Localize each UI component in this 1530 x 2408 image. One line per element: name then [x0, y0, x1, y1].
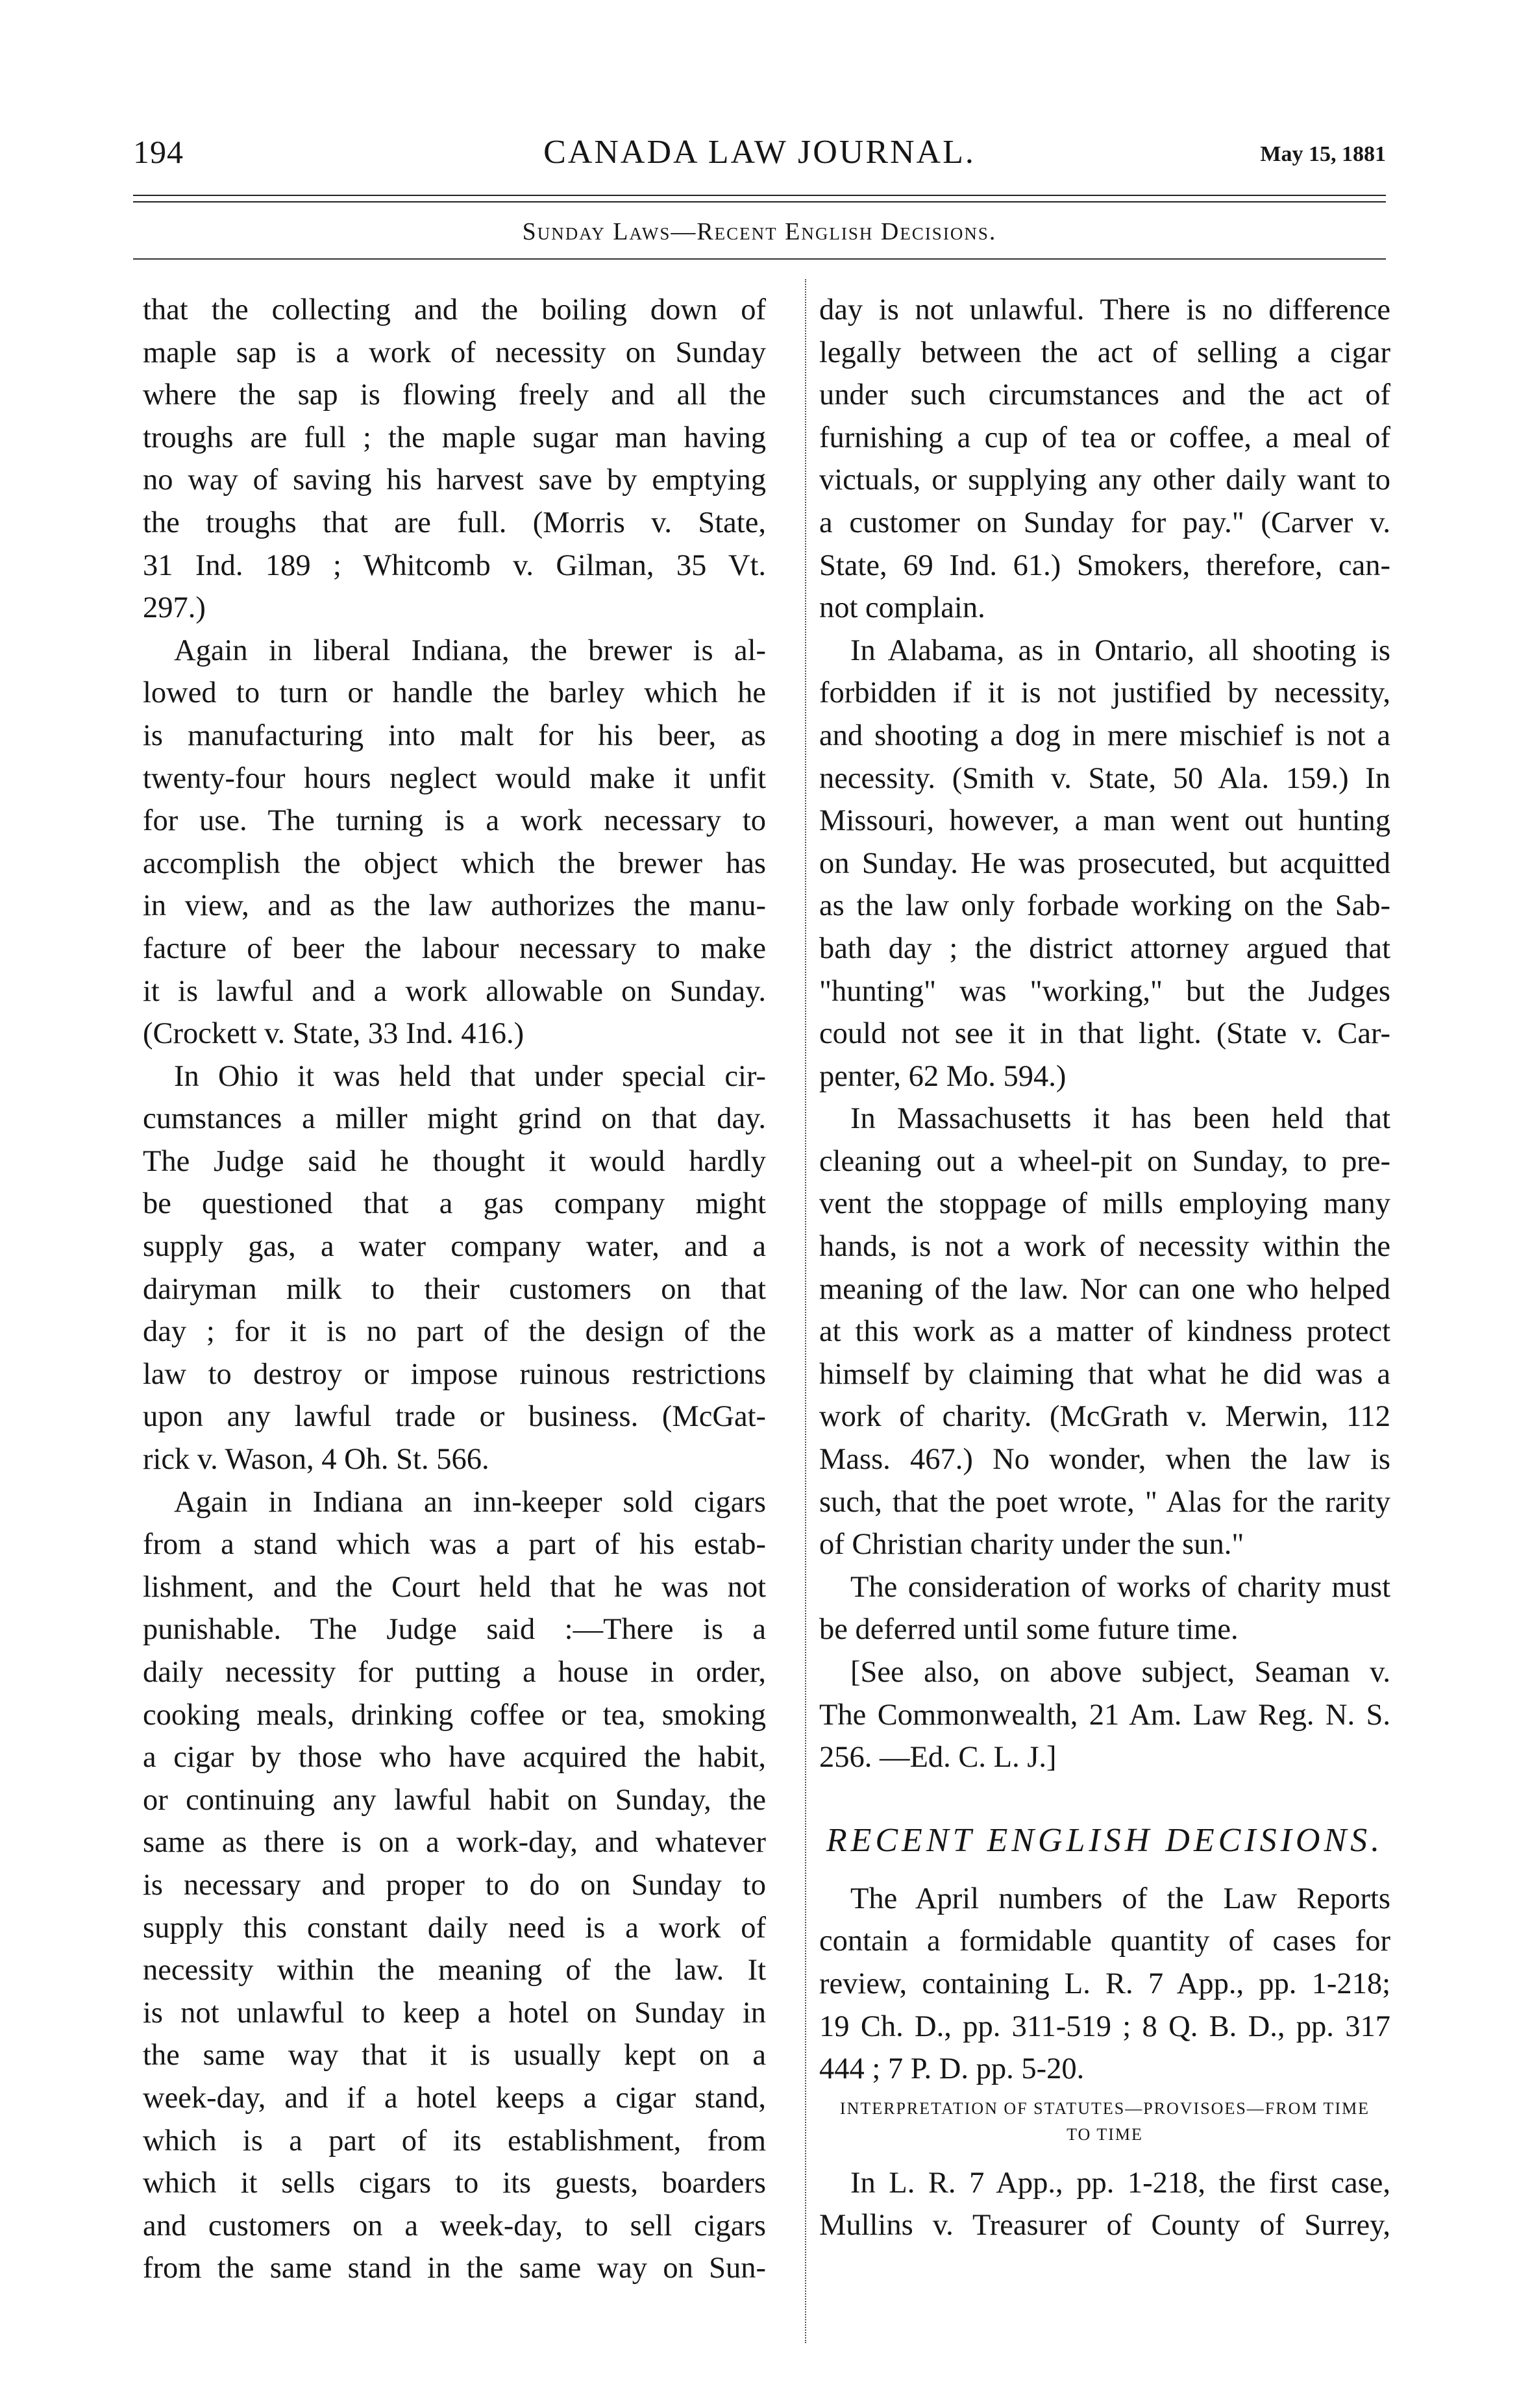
text-line: In Massachusetts it has been held that — [850, 1102, 1390, 1136]
text-line: which it sells cigars to its guests, boarders — [143, 2167, 766, 2200]
text-line: 19 Ch. D., pp. 311-519 ; 8 Q. B. D., pp. 317 — [819, 2009, 1390, 2043]
column-divider — [805, 279, 806, 2343]
issue-date: May 15, 1881 — [1260, 142, 1386, 166]
text-line: be questioned that a gas company might — [143, 1187, 766, 1221]
text-line: of Christian charity under the sun." — [819, 1528, 1244, 1562]
text-line: In Alabama, as in Ontario, all shooting is — [850, 633, 1390, 667]
text-line: week-day, and if a hotel keeps a cigar stand, — [143, 2081, 766, 2115]
text-line: a cigar by those who have acquired the habit, — [143, 1741, 766, 1775]
text-line: State, 69 Ind. 61.) Smokers, therefore, can- — [819, 548, 1390, 582]
text-line: on Sunday. He was prosecuted, but acquitted — [819, 846, 1390, 880]
text-line: it is lawful and a work allowable on Sunday. — [143, 974, 766, 1008]
text-line: necessity. (Smith v. State, 50 Ala. 159.) In — [819, 761, 1390, 795]
text-line: legally between the act of selling a cigar — [819, 336, 1390, 369]
right-column — [819, 289, 1390, 2247]
text-line: accomplish the object which the brewer has — [143, 846, 766, 880]
text-line: which is a part of its establishment, from — [143, 2124, 766, 2157]
text-line: bath day ; the district attorney argued that — [819, 931, 1390, 965]
text-line: is not unlawful to keep a hotel on Sunday in — [143, 1996, 766, 2030]
journal-title: CANADA LAW JOURNAL. — [543, 134, 976, 171]
text-line: from the same stand in the same way on Sun- — [143, 2252, 766, 2285]
text-line: same as there is on a work-day, and whatever — [143, 1826, 766, 1860]
text-line: day is not unlawful. There is no difference — [819, 293, 1390, 326]
page-number: 194 — [133, 134, 184, 170]
text-line: lowed to turn or handle the barley which he — [143, 676, 766, 710]
text-line: penter, 62 Mo. 594.) — [819, 1059, 1067, 1093]
text-line: no way of saving his harvest save by emptying — [143, 463, 766, 497]
text-line: The April numbers of the Law Reports — [850, 1882, 1390, 1915]
text-line: supply gas, a water company water, and a — [143, 1230, 766, 1264]
text-line: lishment, and the Court held that he was not — [143, 1570, 766, 1604]
text-line: "hunting" was "working," but the Judges — [819, 974, 1390, 1008]
text-line: be deferred until some future time. — [819, 1613, 1239, 1647]
text-line: The Commonwealth, 21 Am. Law Reg. N. S. — [819, 1698, 1390, 1732]
text-line: In Ohio it was held that under special cir- — [174, 1059, 766, 1093]
text-line: for use. The turning is a work necessary to — [143, 804, 766, 838]
text-line: victuals, or supplying any other daily want to — [819, 463, 1390, 497]
text-line: not complain. — [819, 591, 985, 625]
text-line: cooking meals, drinking coffee or tea, smoking — [143, 1698, 766, 1732]
text-line: Again in Indiana an inn-keeper sold cigars — [174, 1485, 766, 1519]
text-line: Missouri, however, a man went out hunting — [819, 804, 1390, 838]
text-line: furnishing a cup of tea or coffee, a meal of — [819, 421, 1390, 454]
text-line: [See also, on above subject, Seaman v. — [850, 1656, 1390, 1689]
text-line: hands, is not a work of necessity within the — [819, 1230, 1390, 1264]
text-line: facture of beer the labour necessary to make — [143, 931, 766, 965]
text-line: in view, and as the law authorizes the manu- — [143, 889, 766, 923]
text-line: is necessary and proper to do on Sunday to — [143, 1868, 766, 1902]
text-line: (Crockett v. State, 33 Ind. 416.) — [143, 1017, 524, 1051]
text-line: day ; for it is no part of the design of the — [143, 1315, 766, 1349]
text-line: vent the stoppage of mills employing many — [819, 1187, 1390, 1221]
text-line: 31 Ind. 189 ; Whitcomb v. Gilman, 35 Vt. — [143, 548, 766, 582]
running-head: Sunday Laws—Recent English Decisions. — [522, 218, 997, 245]
text-line: contain a formidable quantity of cases for — [819, 1924, 1390, 1958]
text-line: cleaning out a wheel-pit on Sunday, to pre- — [819, 1144, 1390, 1178]
text-line: such, that the poet wrote, " Alas for the rarity — [819, 1485, 1390, 1519]
page-header — [133, 133, 1386, 185]
text-line: The consideration of works of charity must — [850, 1570, 1390, 1604]
text-line: 256. —Ed. C. L. J.] — [819, 1741, 1057, 1775]
text-line: could not see it in that light. (State v. Car- — [819, 1017, 1390, 1051]
text-line: Mullins v. Treasurer of County of Surrey, — [819, 2209, 1390, 2242]
subheading-line-2: TO TIME — [1067, 2124, 1143, 2144]
text-line: a customer on Sunday for pay." (Carver v. — [819, 506, 1390, 539]
text-line: or continuing any lawful habit on Sunday, the — [143, 1783, 766, 1817]
text-line: twenty-four hours neglect would make it unfit — [143, 761, 766, 795]
text-line: himself by claiming that what he did was a — [819, 1357, 1390, 1391]
text-line: law to destroy or impose ruinous restrictions — [143, 1357, 766, 1391]
text-line: maple sap is a work of necessity on Sunday — [143, 336, 766, 369]
text-line: Mass. 467.) No wonder, when the law is — [819, 1443, 1390, 1477]
text-line: and customers on a week-day, to sell cigars — [143, 2209, 766, 2242]
text-line: as the law only forbade working on the Sab- — [819, 889, 1390, 923]
text-line: is manufacturing into malt for his beer, as — [143, 719, 766, 752]
text-line: forbidden if it is not justified by necessity, — [819, 676, 1390, 710]
subheading-line-1: INTERPRETATION OF STATUTES—PROVISOES—FROM TIME — [839, 2098, 1370, 2118]
section-heading: RECENT ENGLISH DECISIONS. — [826, 1821, 1384, 1859]
right-column-text-part1 — [819, 289, 1390, 1779]
text-line: Again in liberal Indiana, the brewer is al- — [174, 633, 766, 667]
text-line: supply this constant daily need is a work of — [143, 1911, 766, 1945]
left-column — [143, 289, 766, 2290]
right-column-text-part3 — [819, 2162, 1390, 2247]
text-line: the same way that it is usually kept on a — [143, 2039, 766, 2072]
text-line: punishable. The Judge said :—There is a — [143, 1613, 766, 1647]
text-line: daily necessity for putting a house in order, — [143, 1656, 766, 1689]
text-line: review, containing L. R. 7 App., pp. 1-218; — [819, 1967, 1390, 2000]
text-line: cumstances a miller might grind on that day. — [143, 1102, 766, 1136]
text-line: The Judge said he thought it would hardly — [143, 1144, 766, 1178]
header-double-rule — [133, 195, 1386, 203]
text-line: upon any lawful trade or business. (McGat- — [143, 1400, 766, 1434]
text-line: 297.) — [143, 591, 206, 625]
text-line: at this work as a matter of kindness protect — [819, 1315, 1390, 1349]
running-head-rule — [133, 258, 1386, 260]
text-line: rick v. Wason, 4 Oh. St. 566. — [143, 1443, 489, 1477]
right-column-text-part2 — [819, 1878, 1390, 2091]
text-line: where the sap is flowing freely and all the — [143, 378, 766, 412]
text-line: In L. R. 7 App., pp. 1-218, the first case, — [850, 2166, 1390, 2200]
text-line: 444 ; 7 P. D. pp. 5-20. — [819, 2052, 1085, 2086]
text-line: troughs are full ; the maple sugar man having — [143, 421, 766, 454]
text-line: and shooting a dog in mere mischief is not a — [819, 719, 1390, 752]
text-line: work of charity. (McGrath v. Merwin, 112 — [819, 1400, 1390, 1434]
text-line: dairyman milk to their customers on that — [143, 1272, 766, 1306]
text-line: from a stand which was a part of his estab- — [143, 1528, 766, 1562]
text-line: the troughs that are full. (Morris v. State, — [143, 506, 766, 539]
text-line: necessity within the meaning of the law. It — [143, 1954, 766, 1987]
text-line: under such circumstances and the act of — [819, 378, 1390, 412]
text-line: meaning of the law. Nor can one who helped — [819, 1272, 1390, 1306]
text-line: that the collecting and the boiling down of — [143, 293, 766, 326]
